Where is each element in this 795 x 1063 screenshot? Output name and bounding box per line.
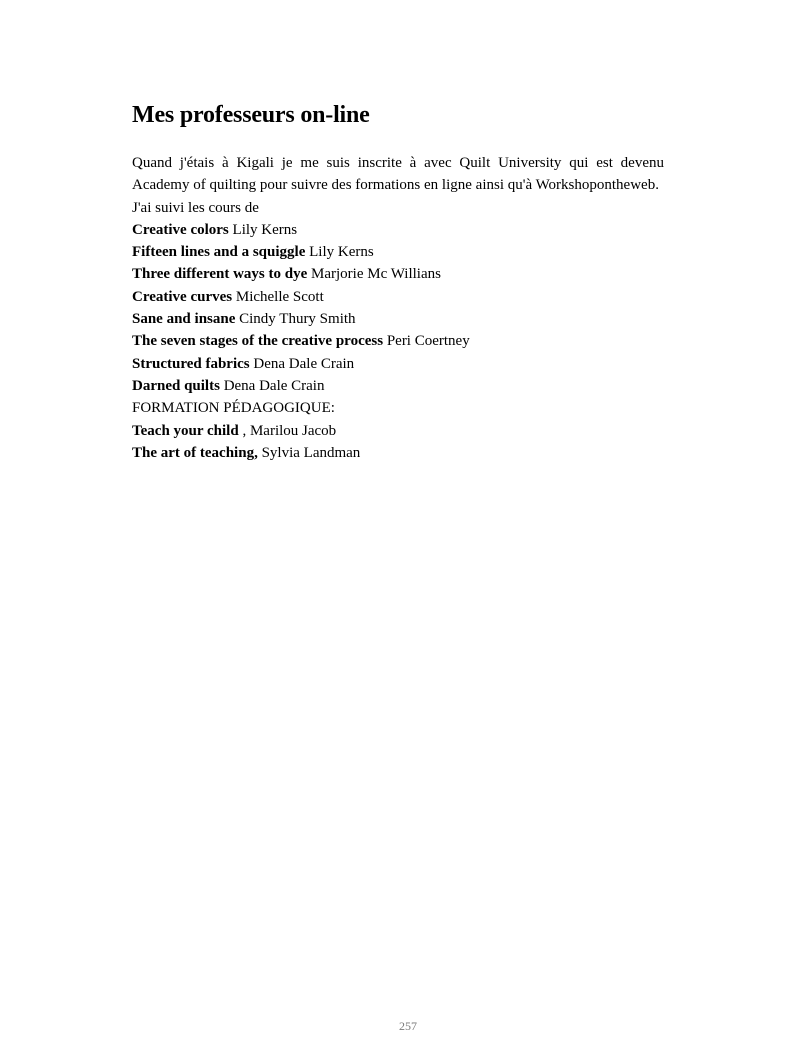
course-title: The seven stages of the creative process xyxy=(132,333,384,350)
page-number: 257 xyxy=(399,1019,417,1033)
course-title: Creative colors xyxy=(132,221,229,238)
course-teacher: Michelle Scott xyxy=(232,288,324,305)
course-title: Darned quilts xyxy=(132,377,220,394)
course-teacher: Cindy Thury Smith xyxy=(235,311,356,328)
pedagogy-item xyxy=(132,442,664,464)
pedagogy-list xyxy=(132,420,664,465)
course-teacher: Dena Dale Crain xyxy=(249,355,355,372)
pedagogy-title: Teach your child xyxy=(132,422,239,439)
pedagogy-teacher: , Marilou Jacob xyxy=(238,422,337,439)
course-item xyxy=(132,353,664,375)
courses-intro: J'ai suivi les cours de xyxy=(132,199,259,216)
course-title: Sane and insane xyxy=(132,311,236,328)
course-item xyxy=(132,219,664,241)
course-item xyxy=(132,263,664,285)
course-teacher: Peri Coertney xyxy=(383,333,470,350)
course-teacher: Lily Kerns xyxy=(305,244,374,261)
course-item xyxy=(132,308,664,330)
course-item xyxy=(132,286,664,308)
pedagogy-teacher: Sylvia Landman xyxy=(257,444,361,461)
pedagogy-item xyxy=(132,420,664,442)
course-item xyxy=(132,241,664,263)
pedagogy-title: The art of teaching, xyxy=(132,444,258,461)
course-teacher: Lily Kerns xyxy=(228,221,298,238)
course-teacher: Marjorie Mc Willians xyxy=(307,266,441,283)
course-list xyxy=(132,219,664,397)
page-content xyxy=(132,152,664,464)
course-title: Three different ways to dye xyxy=(132,266,308,283)
course-title: Structured fabrics xyxy=(132,355,250,372)
course-item xyxy=(132,330,664,352)
course-title: Creative curves xyxy=(132,288,233,305)
pedagogy-heading: FORMATION PÉDAGOGIQUE: xyxy=(132,400,335,417)
intro-paragraph: Quand j'étais à Kigali je me suis inscrite à avec Quilt University qui est devenu Academy of quilting pour suivre des formations en ligne ainsi qu'à Workshopontheweb. xyxy=(132,155,664,194)
course-item xyxy=(132,375,664,397)
course-title: Fifteen lines and a squiggle xyxy=(132,244,306,261)
course-teacher: Dena Dale Crain xyxy=(219,377,325,394)
page-title: Mes professeurs on-line xyxy=(132,102,370,128)
